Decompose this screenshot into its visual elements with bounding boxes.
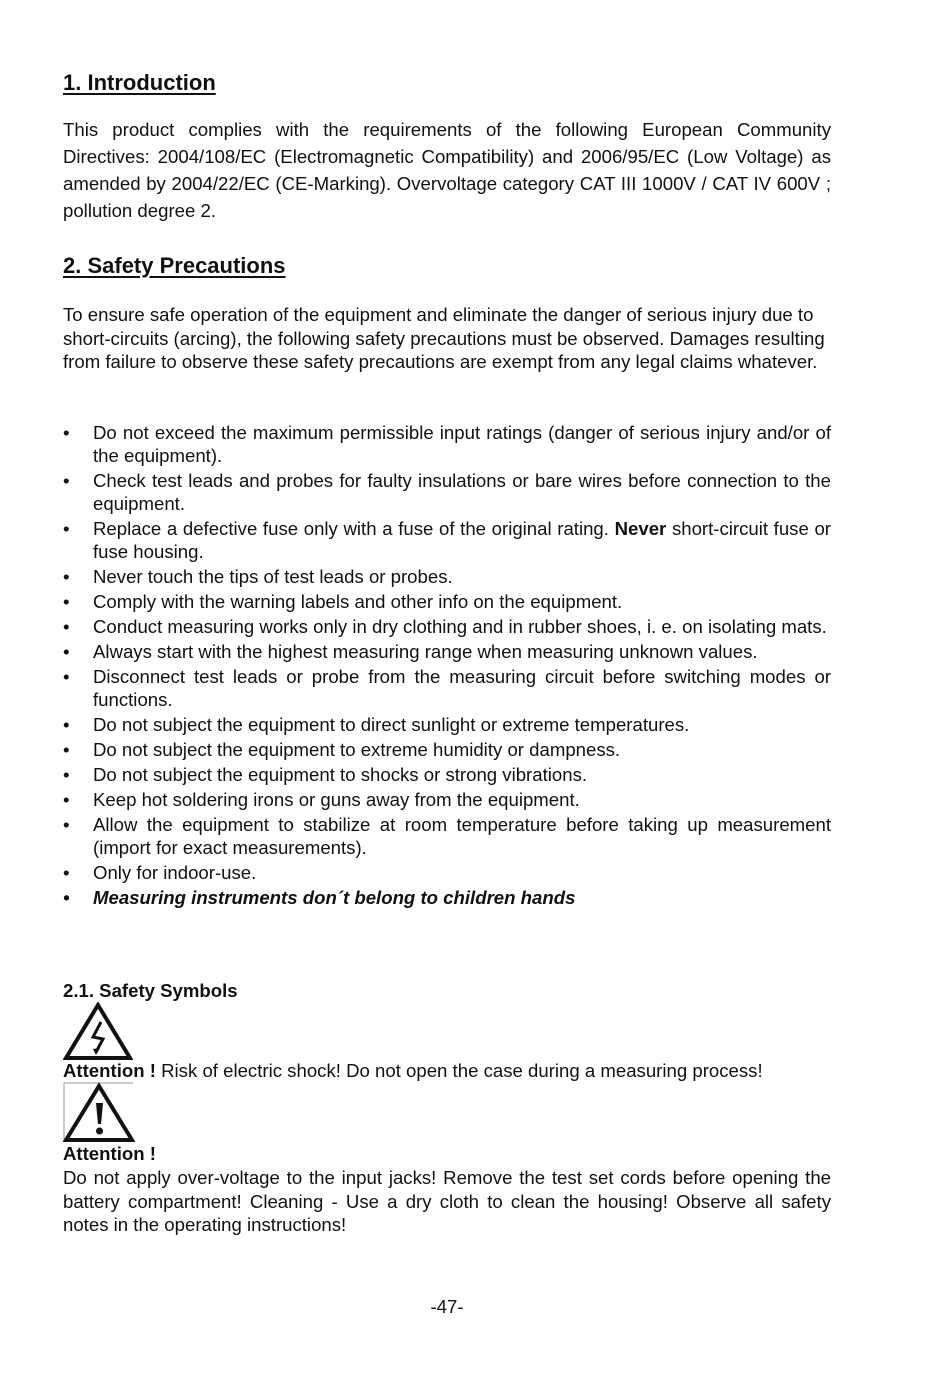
list-item: • Do not exceed the maximum permissible input ratings (danger of serious injury and/or of the equipment).: [63, 421, 831, 467]
list-item: • Check test leads and probes for faulty insulations or bare wires before connection to the equipment.: [63, 469, 831, 515]
list-item: • Do not subject the equipment to shocks or strong vibrations.: [63, 763, 831, 786]
safety-paragraph: To ensure safe operation of the equipment and eliminate the danger of serious injury due to short-circuits (arcing), the following safety precautions must be observed. Damages resulting from failure to observe these safety precautions are exempt from any legal claims whatever.: [63, 304, 825, 372]
safety-symbols-heading: 2.1. Safety Symbols: [63, 980, 238, 1001]
list-item: • Do not subject the equipment to extreme humidity or dampness.: [63, 738, 831, 761]
attention-label: Attention !: [63, 1143, 156, 1164]
list-item: [63, 517, 831, 563]
list-item: • Allow the equipment to stabilize at room temperature before taking up measurement (import for exact measurements).: [63, 813, 831, 859]
list-item-text: Replace a defective fuse only with a fuse of the original rating.: [93, 518, 609, 539]
list-item-text: short-circuit fuse or fuse housing.: [93, 518, 832, 562]
page-number: -47-: [430, 1296, 464, 1317]
list-item: • Never touch the tips of test leads or probes.: [63, 565, 831, 588]
caution-exclamation-icon: [63, 1082, 135, 1142]
safety-heading: 2. Safety Precautions: [63, 253, 286, 278]
list-item: • Keep hot soldering irons or guns away from the equipment.: [63, 788, 831, 811]
attention-overvoltage-text: Do not apply over-voltage to the input jacks! Remove the test set cords before opening the battery compartment! Cleaning - Use a dry cloth to clean the housing! Observe all safety notes in the operating instructions!: [63, 1167, 831, 1235]
list-item: • Only for indoor-use.: [63, 861, 831, 884]
safety-bullet-list: [63, 421, 831, 911]
electric-shock-warning-icon: [63, 1002, 133, 1060]
list-item: • Disconnect test leads or probe from the measuring circuit before switching modes or functions.: [63, 665, 831, 711]
intro-heading: 1. Introduction: [63, 70, 216, 95]
list-item: • Comply with the warning labels and other info on the equipment.: [63, 590, 831, 613]
attention-text: Risk of electric shock! Do not open the case during a measuring process!: [161, 1060, 763, 1081]
intro-paragraph: This product complies with the requirements of the following European Community Directives: 2004/108/EC (Electromagnetic Compatibility) and 2006/95/EC (Low Voltage) as amended by 2004/22/EC (CE-Marking). Overvoltage category CAT III 1000V / CAT IV 600V ; pollution degree 2.: [63, 119, 831, 221]
list-item: • Conduct measuring works only in dry clothing and in rubber shoes, i. e. on isolating mats.: [63, 615, 831, 638]
attention-shock-note: [63, 1060, 763, 1082]
list-item-emphasis: Never: [614, 518, 667, 539]
attention-overvoltage-label-row: [63, 1143, 156, 1165]
attention-label: Attention !: [63, 1060, 156, 1081]
list-item: • Measuring instruments don´t belong to children hands: [63, 886, 831, 909]
list-item: • Do not subject the equipment to direct sunlight or extreme temperatures.: [63, 713, 831, 736]
list-item: • Always start with the highest measuring range when measuring unknown values.: [63, 640, 831, 663]
